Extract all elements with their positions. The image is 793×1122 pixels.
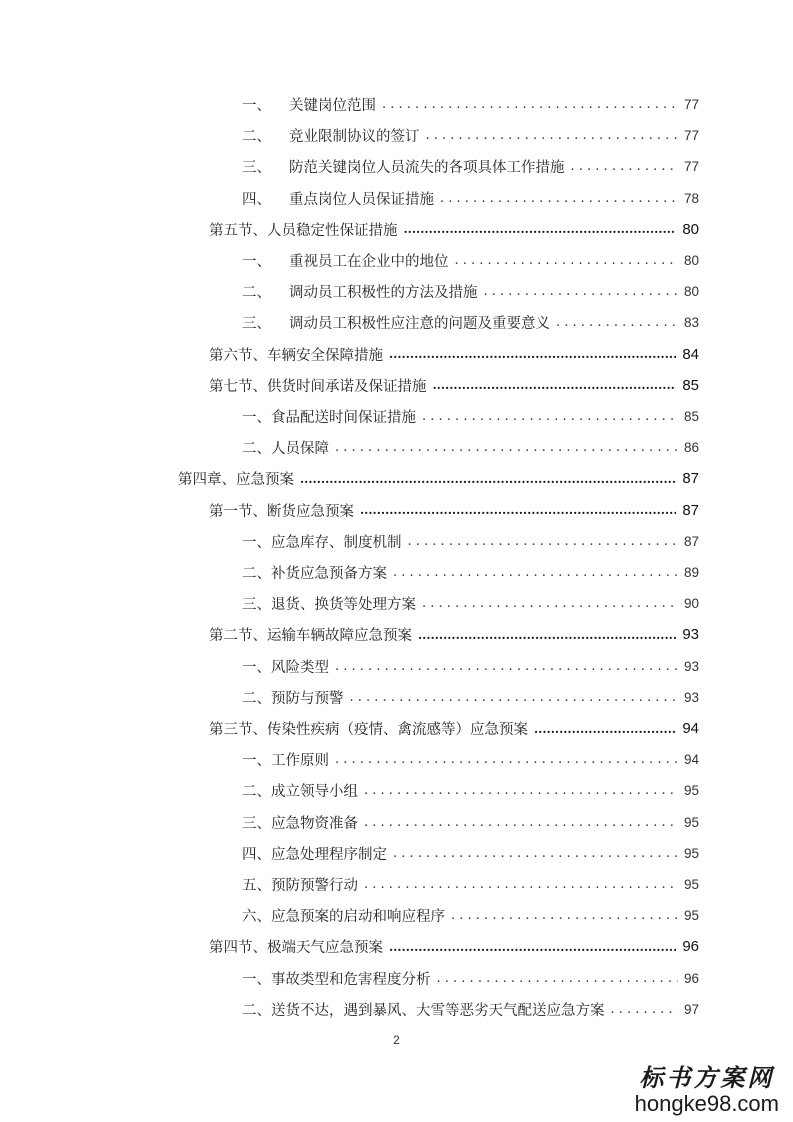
watermark-site-name: 标书方案网 bbox=[639, 1063, 775, 1092]
toc-entry-page: 95 bbox=[683, 783, 699, 799]
toc-entry[interactable] bbox=[242, 89, 699, 120]
toc-entry-title: 一、工作原则 bbox=[242, 753, 329, 770]
toc-entry[interactable] bbox=[242, 838, 699, 869]
toc-leader-dots bbox=[382, 97, 678, 112]
toc-entry-number: 一、 bbox=[242, 98, 271, 114]
toc-entry[interactable] bbox=[242, 276, 699, 307]
toc-entry[interactable] bbox=[209, 495, 699, 526]
toc-entry-title: 竞业限制协议的签订 bbox=[289, 129, 420, 146]
toc-entry-page: 93 bbox=[682, 626, 699, 644]
toc-entry-label bbox=[209, 936, 383, 957]
toc-entry-number: 四、 bbox=[242, 191, 271, 208]
toc-entry[interactable] bbox=[242, 183, 699, 214]
toc-leader-dots bbox=[484, 284, 678, 299]
toc-entry-page: 93 bbox=[683, 689, 699, 705]
toc-entry-label bbox=[242, 687, 344, 708]
toc-entry-page: 77 bbox=[683, 128, 699, 144]
toc-entry-number: 三、 bbox=[242, 316, 271, 333]
toc-entry-title: 第五节、人员稳定性保证措施 bbox=[209, 222, 398, 239]
toc-entry[interactable] bbox=[209, 931, 699, 962]
toc-entry-page: 77 bbox=[683, 97, 699, 112]
toc-entry-label bbox=[209, 718, 528, 739]
toc-entry-page: 96 bbox=[683, 970, 699, 986]
toc-entry-page: 95 bbox=[683, 877, 699, 892]
toc-entry-page: 89 bbox=[683, 565, 699, 580]
toc-entry-page: 90 bbox=[683, 596, 699, 612]
toc-entry[interactable] bbox=[209, 619, 699, 650]
toc-entry-label bbox=[242, 125, 420, 146]
toc-entry-label bbox=[242, 281, 478, 302]
toc-entry-page: 87 bbox=[682, 501, 699, 519]
toc-entry-page: 77 bbox=[683, 159, 699, 175]
toc-leader-dots bbox=[422, 596, 678, 611]
toc-entry-title: 二、送货不达，遇到暴风、大雪等恶劣天气配送应急方案 bbox=[242, 1002, 605, 1019]
toc-entry-title: 重点岗位人员保证措施 bbox=[289, 191, 434, 208]
toc-entry-page: 87 bbox=[683, 533, 699, 549]
toc-entry-label bbox=[242, 968, 431, 989]
toc-entry[interactable] bbox=[242, 588, 699, 619]
toc-entry[interactable] bbox=[242, 401, 699, 432]
toc-entry-title: 第六节、车辆安全保障措施 bbox=[209, 347, 383, 364]
toc-entry-title: 二、预防与预警 bbox=[242, 690, 344, 707]
toc-entry-title: 二、补货应急预备方案 bbox=[242, 566, 387, 582]
toc-entry[interactable] bbox=[209, 339, 699, 370]
toc-entry-label bbox=[242, 250, 449, 271]
toc-leader-dots bbox=[455, 253, 678, 268]
toc-entry-label bbox=[242, 780, 358, 801]
toc-leader-dots bbox=[335, 440, 678, 455]
toc-entry-page: 85 bbox=[682, 376, 699, 394]
toc-entry[interactable] bbox=[178, 463, 699, 494]
toc-entry[interactable] bbox=[242, 151, 699, 182]
toc-entry-page: 93 bbox=[683, 658, 699, 674]
toc-leader-dots bbox=[300, 472, 676, 486]
toc-entry-title: 第四章、应急预案 bbox=[178, 472, 294, 489]
toc-entry[interactable] bbox=[242, 900, 699, 931]
toc-entry[interactable] bbox=[242, 994, 699, 1025]
toc-entry-page: 95 bbox=[683, 814, 699, 830]
toc-entry[interactable] bbox=[242, 526, 699, 557]
toc-entry-title: 四、应急处理程序制定 bbox=[242, 846, 387, 863]
toc-entry[interactable] bbox=[209, 214, 699, 245]
toc-entry-label bbox=[209, 344, 383, 365]
toc-entry-label bbox=[209, 500, 354, 521]
toc-entry-label bbox=[242, 156, 565, 177]
toc-entry-title: 三、应急物资准备 bbox=[242, 815, 358, 832]
toc-entry-page: 80 bbox=[683, 253, 699, 268]
toc-entry-title: 一、应急库存、制度机制 bbox=[242, 534, 402, 551]
toc-entry-label bbox=[209, 624, 412, 645]
toc-leader-dots bbox=[404, 222, 677, 236]
toc-entry-number: 一、 bbox=[242, 254, 271, 270]
toc-entry[interactable] bbox=[242, 307, 699, 338]
watermark-url: hongke98.com bbox=[634, 1091, 779, 1116]
toc-entry[interactable] bbox=[242, 963, 699, 994]
toc-entry-number: 二、 bbox=[242, 285, 271, 302]
toc-leader-dots bbox=[389, 940, 676, 954]
toc-entry-page: 94 bbox=[682, 720, 699, 737]
toc-entry-title: 第三节、传染性疾病（疫情、禽流感等）应急预案 bbox=[209, 722, 528, 738]
toc-entry-page: 87 bbox=[682, 470, 699, 488]
toc-leader-dots bbox=[611, 1002, 678, 1017]
toc-leader-dots bbox=[440, 191, 678, 206]
toc-leader-dots bbox=[571, 159, 678, 174]
toc-entry-page: 94 bbox=[683, 752, 699, 768]
toc-entry-label bbox=[242, 656, 329, 677]
toc-entry[interactable] bbox=[209, 713, 699, 744]
toc-entry[interactable] bbox=[242, 557, 699, 588]
toc-leader-dots bbox=[335, 752, 678, 767]
toc-entry-title: 关键岗位范围 bbox=[289, 98, 376, 114]
toc-entry-label bbox=[242, 562, 387, 583]
toc-entry-title: 第二节、运输车辆故障应急预案 bbox=[209, 628, 412, 645]
toc-leader-dots bbox=[393, 565, 678, 580]
toc-entry-title: 二、成立领导小组 bbox=[242, 784, 358, 801]
toc-entry-page: 95 bbox=[683, 908, 699, 924]
toc-entry[interactable] bbox=[242, 682, 699, 713]
toc-entry-label bbox=[242, 312, 550, 333]
toc-leader-dots bbox=[426, 128, 678, 143]
toc-entry[interactable] bbox=[242, 651, 699, 682]
toc-entry-page: 96 bbox=[682, 938, 699, 956]
toc-leader-dots bbox=[335, 659, 678, 674]
toc-entry-title: 六、应急预案的启动和响应程序 bbox=[242, 909, 445, 926]
toc-leader-dots bbox=[364, 877, 678, 892]
toc-entry-page: 78 bbox=[683, 190, 699, 206]
toc-leader-dots bbox=[350, 690, 678, 705]
toc-entry-label bbox=[242, 843, 387, 864]
toc-entry-page: 80 bbox=[682, 220, 699, 238]
toc-entry-label bbox=[242, 437, 329, 458]
watermark bbox=[635, 1064, 779, 1116]
toc-leader-dots bbox=[389, 347, 676, 361]
toc-leader-dots bbox=[393, 846, 678, 861]
toc-entry-title: 第七节、供货时间承诺及保证措施 bbox=[209, 378, 427, 395]
toc-entry-page: 86 bbox=[683, 440, 699, 456]
toc-entry-label bbox=[242, 749, 329, 770]
toc-entry-title: 第一节、断货应急预案 bbox=[209, 503, 354, 520]
toc-entry-page: 95 bbox=[683, 845, 699, 861]
toc-leader-dots bbox=[433, 378, 677, 392]
toc-entry-label bbox=[242, 905, 445, 926]
toc-entry-label bbox=[242, 812, 358, 833]
toc-entry-label bbox=[242, 999, 605, 1020]
toc-entry-label bbox=[178, 468, 294, 489]
toc-entry[interactable] bbox=[242, 120, 699, 151]
page-number: 2 bbox=[393, 1033, 400, 1047]
toc-entry-title: 重视员工在企业中的地位 bbox=[289, 254, 449, 270]
toc-entry-title: 二、人员保障 bbox=[242, 441, 329, 458]
toc-leader-dots bbox=[364, 783, 678, 798]
toc-entry-label bbox=[209, 375, 427, 396]
toc-leader-dots bbox=[437, 971, 678, 986]
toc-entry[interactable] bbox=[242, 869, 699, 900]
toc-entry-page: 85 bbox=[683, 409, 699, 424]
toc-entry-label bbox=[209, 219, 398, 240]
toc-entry[interactable] bbox=[242, 432, 699, 463]
toc-entry[interactable] bbox=[242, 775, 699, 806]
toc-entry-label bbox=[242, 406, 416, 427]
toc-entry-label bbox=[242, 531, 402, 552]
toc-entry[interactable] bbox=[242, 807, 699, 838]
toc-leader-dots bbox=[364, 815, 678, 830]
toc-entry-label bbox=[242, 94, 376, 115]
toc-entry-title: 第四节、极端天气应急预案 bbox=[209, 940, 383, 957]
toc-entry-page: 84 bbox=[682, 345, 699, 363]
toc-entry-label bbox=[242, 874, 358, 895]
toc-entry-title: 五、预防预警行动 bbox=[242, 878, 358, 894]
toc-leader-dots bbox=[422, 409, 678, 424]
toc-entry-page: 83 bbox=[683, 315, 699, 331]
toc-entry-title: 调动员工积极性的方法及措施 bbox=[289, 285, 478, 302]
toc-entry-page: 97 bbox=[683, 1001, 699, 1017]
toc-leader-dots bbox=[408, 534, 678, 549]
toc-entry-title: 调动员工积极性应注意的问题及重要意义 bbox=[289, 316, 550, 333]
toc-leader-dots bbox=[451, 908, 678, 923]
toc-leader-dots bbox=[360, 503, 676, 517]
toc-leader-dots bbox=[534, 722, 676, 736]
toc-entry-title: 一、事故类型和危害程度分析 bbox=[242, 971, 431, 988]
toc-entry-number: 二、 bbox=[242, 129, 271, 146]
toc-entry[interactable] bbox=[209, 370, 699, 401]
toc-entry-title: 一、食品配送时间保证措施 bbox=[242, 410, 416, 426]
toc-leader-dots bbox=[418, 628, 676, 642]
toc-entry-label bbox=[242, 593, 416, 614]
toc-entry-title: 一、风险类型 bbox=[242, 659, 329, 676]
toc-entry-label bbox=[242, 188, 434, 209]
toc-entry-title: 防范关键岗位人员流失的各项具体工作措施 bbox=[289, 160, 565, 177]
toc-leader-dots bbox=[556, 315, 678, 330]
toc-entry-title: 三、退货、换货等处理方案 bbox=[242, 597, 416, 614]
toc-entry-number: 三、 bbox=[242, 160, 271, 177]
toc-entry-page: 80 bbox=[683, 284, 699, 300]
toc-entry[interactable] bbox=[242, 744, 699, 775]
toc-entry[interactable] bbox=[242, 245, 699, 276]
